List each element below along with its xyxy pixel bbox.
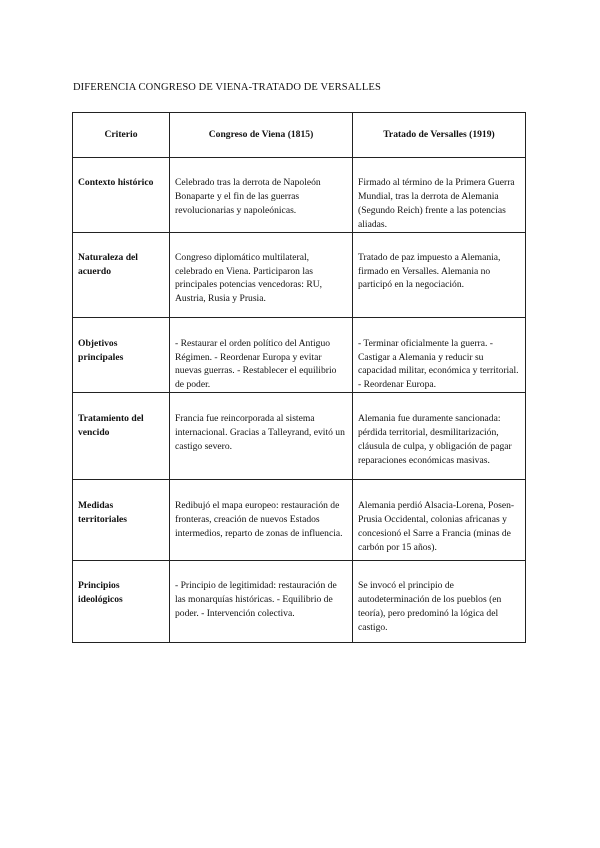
versalles-cell: Alemania fue duramente sancionada: pérdida territorial, desmilitarización, cláusula de culpa, y obligación de pagar reparaciones económicas masivas.	[353, 393, 526, 480]
versalles-cell: - Terminar oficialmente la guerra. - Castigar a Alemania y reducir su capacidad militar, económica y territorial. - Reordenar Europa.	[353, 317, 526, 393]
document-title: DIFERENCIA CONGRESO DE VIENA-TRATADO DE VERSALLES	[73, 82, 381, 93]
header-criterio: Criterio	[73, 113, 170, 158]
criterion-cell: Naturaleza del acuerdo	[73, 232, 170, 317]
table-row	[73, 393, 526, 480]
table-header-row	[73, 113, 526, 158]
viena-cell: Celebrado tras la derrota de Napoleón Bonaparte y el fin de las guerras revolucionarias y napoleónicas.	[170, 158, 353, 233]
table-row	[73, 158, 526, 233]
viena-cell: Redibujó el mapa europeo: restauración de fronteras, creación de nuevos Estados intermedios, reparto de zonas de influencia.	[170, 480, 353, 561]
criterion-cell: Principios ideológicos	[73, 561, 170, 643]
viena-cell: Francia fue reincorporada al sistema internacional. Gracias a Talleyrand, evitó un castigo severo.	[170, 393, 353, 480]
table-row	[73, 317, 526, 393]
criterion-cell: Medidas territoriales	[73, 480, 170, 561]
table-row	[73, 480, 526, 561]
viena-cell: - Restaurar el orden político del Antiguo Régimen. - Reordenar Europa y evitar nuevas guerras. - Restablecer el equilibrio de poder.	[170, 317, 353, 393]
criterion-cell: Contexto histórico	[73, 158, 170, 233]
viena-cell: Congreso diplomático multilateral, celebrado en Viena. Participaron las principales potencias vencedoras: RU, Austria, Rusia y Prusia.	[170, 232, 353, 317]
criterion-cell: Tratamiento del vencido	[73, 393, 170, 480]
versalles-cell: Alemania perdió Alsacia-Lorena, Posen-Prusia Occidental, colonias africanas y concesionó el Sarre a Francia (minas de carbón por 15 años).	[353, 480, 526, 561]
header-tratado-versalles: Tratado de Versalles (1919)	[353, 113, 526, 158]
comparison-table	[72, 112, 526, 643]
viena-cell: - Principio de legitimidad: restauración de las monarquías históricas. - Equilibrio de poder. - Intervención colectiva.	[170, 561, 353, 643]
versalles-cell: Firmado al término de la Primera Guerra Mundial, tras la derrota de Alemania (Segundo Reich) frente a las potencias aliadas.	[353, 158, 526, 233]
header-congreso-viena: Congreso de Viena (1815)	[170, 113, 353, 158]
table-row	[73, 561, 526, 643]
criterion-cell: Objetivos principales	[73, 317, 170, 393]
versalles-cell: Tratado de paz impuesto a Alemania, firmado en Versalles. Alemania no participó en la negociación.	[353, 232, 526, 317]
table-row	[73, 232, 526, 317]
versalles-cell: Se invocó el principio de autodeterminación de los pueblos (en teoría), pero predominó la lógica del castigo.	[353, 561, 526, 643]
